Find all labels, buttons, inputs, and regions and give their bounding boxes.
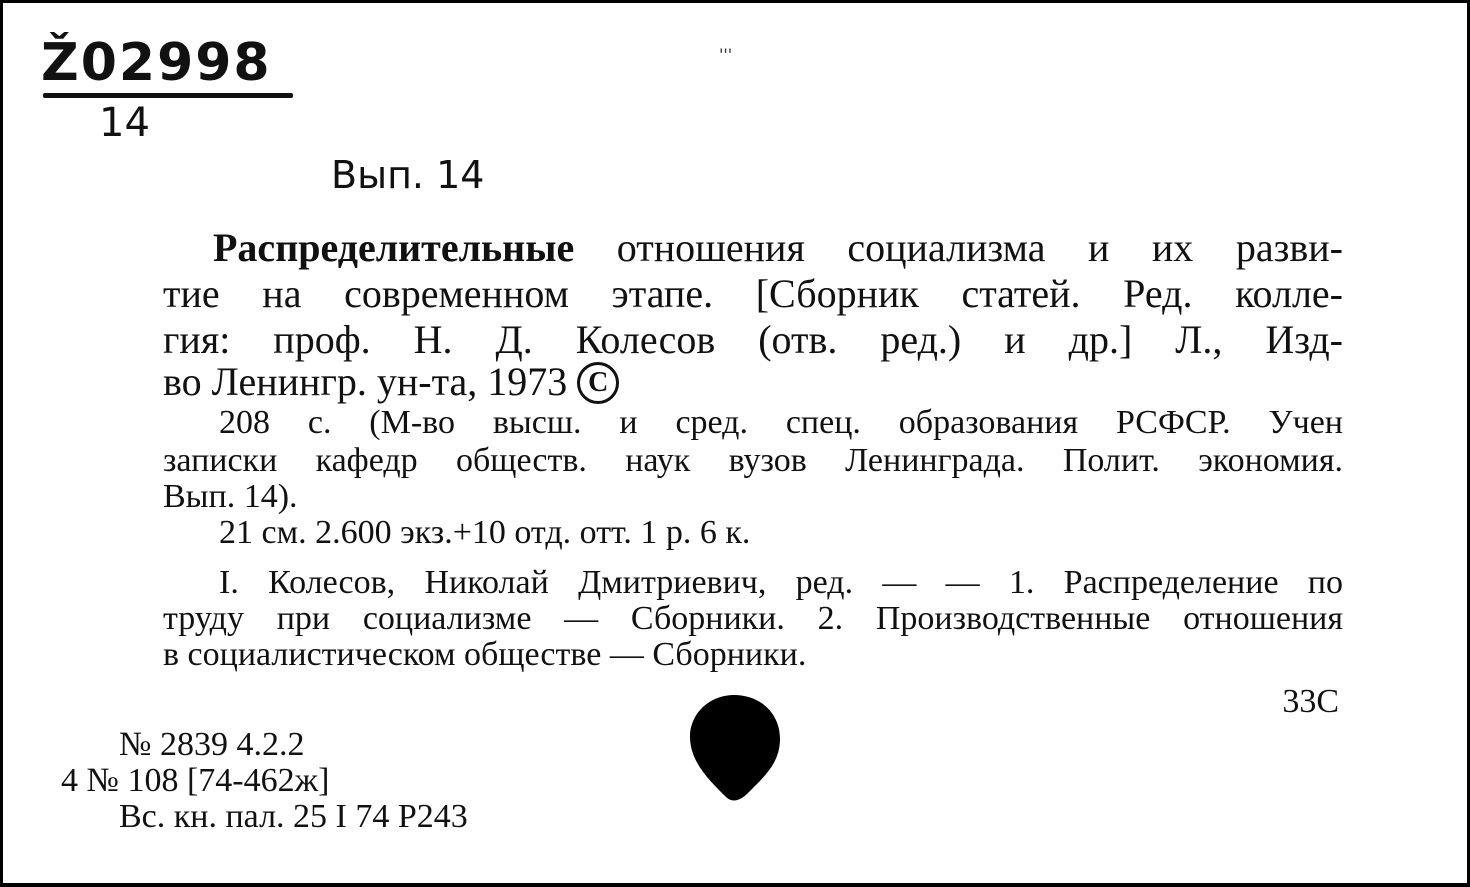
classification-code: 33С <box>1282 683 1339 720</box>
subject-line-1: I. Колесов, Николай Дмитриевич, ред. — — 1. Распределение по <box>219 564 1343 601</box>
title-line-1 <box>213 225 1343 271</box>
order-line-2: 4 № 108 [74-462ж] <box>61 762 330 799</box>
punch-hole <box>686 691 782 803</box>
collation-line-1: 208 с. (М-во высш. и сред. спец. образования РСФСР. Учен <box>219 404 1343 441</box>
call-number-sub: 14 <box>99 100 150 146</box>
collation-line-3: Вып. 14). <box>163 478 298 515</box>
subject-line-2: труду при социализме — Сборники. 2. Производственные отношения <box>163 600 1343 637</box>
title-line-4-text: во Ленингр. ун-та, 1973 <box>163 359 568 404</box>
call-number-underline <box>43 93 293 98</box>
catalog-card <box>3 3 1467 883</box>
physical-description: 21 см. 2.600 экз.+10 отд. отт. 1 р. 6 к. <box>219 514 751 551</box>
title-bold: Распределительные <box>213 225 575 270</box>
title-line-4 <box>163 359 619 407</box>
title-line-1-rest: отношения социализма и их разви- <box>574 225 1343 270</box>
collation-line-2: записки кафедр обществ. наук вузов Ленинграда. Полит. экономия. <box>163 442 1343 479</box>
corner-marks: ''' <box>719 45 733 64</box>
handwritten-issue: Вып. 14 <box>331 153 485 197</box>
subject-line-3: в социалистическом обществе — Сборники. <box>163 636 807 673</box>
title-line-2: тие на современном этапе. [Сборник статей. Ред. колле- <box>163 271 1343 316</box>
call-number: Ž02998 <box>41 33 272 93</box>
order-line-1: № 2839 4.2.2 <box>119 726 305 763</box>
copyright-icon: C <box>577 362 619 404</box>
order-line-3: Вс. кн. пал. 25 I 74 Р243 <box>119 798 468 835</box>
title-line-3: гия: проф. Н. Д. Колесов (отв. ред.) и др.] Л., Изд- <box>163 317 1343 362</box>
